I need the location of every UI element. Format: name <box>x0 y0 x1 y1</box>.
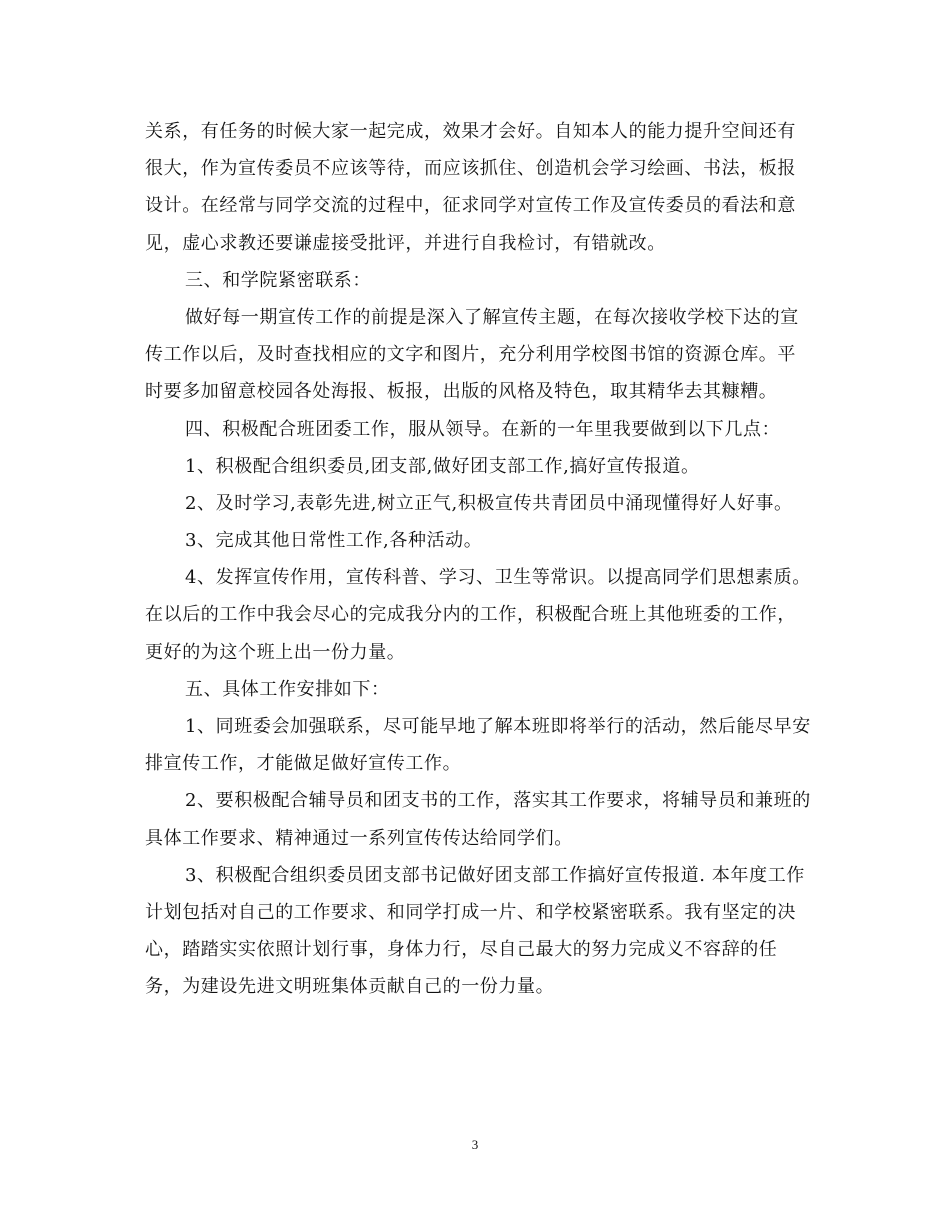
list-item: 1、积极配合组织委员,团支部,做好团支部工作,搞好宣传报道。 <box>185 455 700 477</box>
text-line: 设计。在经常与同学交流的过程中，征求同学对宣传工作及宣传委员的看法和意 <box>145 195 796 217</box>
text-line: 具体工作要求、精神通过一系列宣传传达给同学们。 <box>145 827 573 849</box>
list-item: 3、完成其他日常性工作,各种活动。 <box>185 530 483 552</box>
text-line: 很大，作为宣传委员不应该等待，而应该抓住、创造机会学习绘画、书法，板报 <box>145 158 796 180</box>
list-item: 2、及时学习,表彰先进,树立正气,积极宣传共青团员中涌现懂得好人好事。 <box>185 492 793 514</box>
section-heading: 四、积极配合班团委工作，服从领导。在新的一年里我要做到以下几点： <box>185 418 781 440</box>
text-line: 做好每一期宣传工作的前提是深入了解宣传主题，在每次接收学校下达的宣 <box>185 306 799 328</box>
text-line: 时要多加留意校园各处海报、板报，出版的风格及特色，取其精华去其糠糟。 <box>145 381 778 403</box>
text-line: 更好的为这个班上出一份力量。 <box>145 641 406 663</box>
text-line: 在以后的工作中我会尽心的完成我分内的工作，积极配合班上其他班委的工作， <box>145 604 796 626</box>
page-number: 3 <box>471 1137 479 1152</box>
text-line: 见，虚心求教还要谦虚接受批评，并进行自我检讨，有错就改。 <box>145 232 666 254</box>
document-body <box>145 113 810 1006</box>
text-line: 心，踏踏实实依照计划行事，身体力行，尽自己最大的努力完成义不容辞的任 <box>145 939 778 961</box>
list-item: 2、要积极配合辅导员和团支书的工作，落实其工作要求，将辅导员和兼班的 <box>185 790 811 812</box>
text-line: 计划包括对自己的工作要求、和同学打成一片、和学校紧密联系。我有坚定的决 <box>145 901 796 923</box>
text-line: 排宣传工作，才能做足做好宣传工作。 <box>145 753 462 775</box>
text-line: 关系，有任务的时候大家一起完成，效果才会好。自知本人的能力提升空间还有 <box>145 121 796 142</box>
text-line: 传工作以后，及时查找相应的文字和图片，充分利用学校图书馆的资源仓库。平 <box>145 344 796 366</box>
list-item: 3、积极配合组织委员团支部书记做好团支部工作搞好宣传报道. 本年度工作 <box>185 864 805 886</box>
section-heading: 三、和学院紧密联系： <box>185 269 371 291</box>
list-item: 1、同班委会加强联系，尽可能早地了解本班即将举行的活动，然后能尽早安 <box>185 716 811 737</box>
text-line: 务，为建设先进文明班集体贡献自己的一份力量。 <box>145 976 555 998</box>
section-heading: 五、具体工作安排如下： <box>185 678 390 700</box>
list-item: 4、发挥宣传作用，宣传科普、学习、卫生等常识。以提高同学们思想素质。 <box>185 567 811 589</box>
